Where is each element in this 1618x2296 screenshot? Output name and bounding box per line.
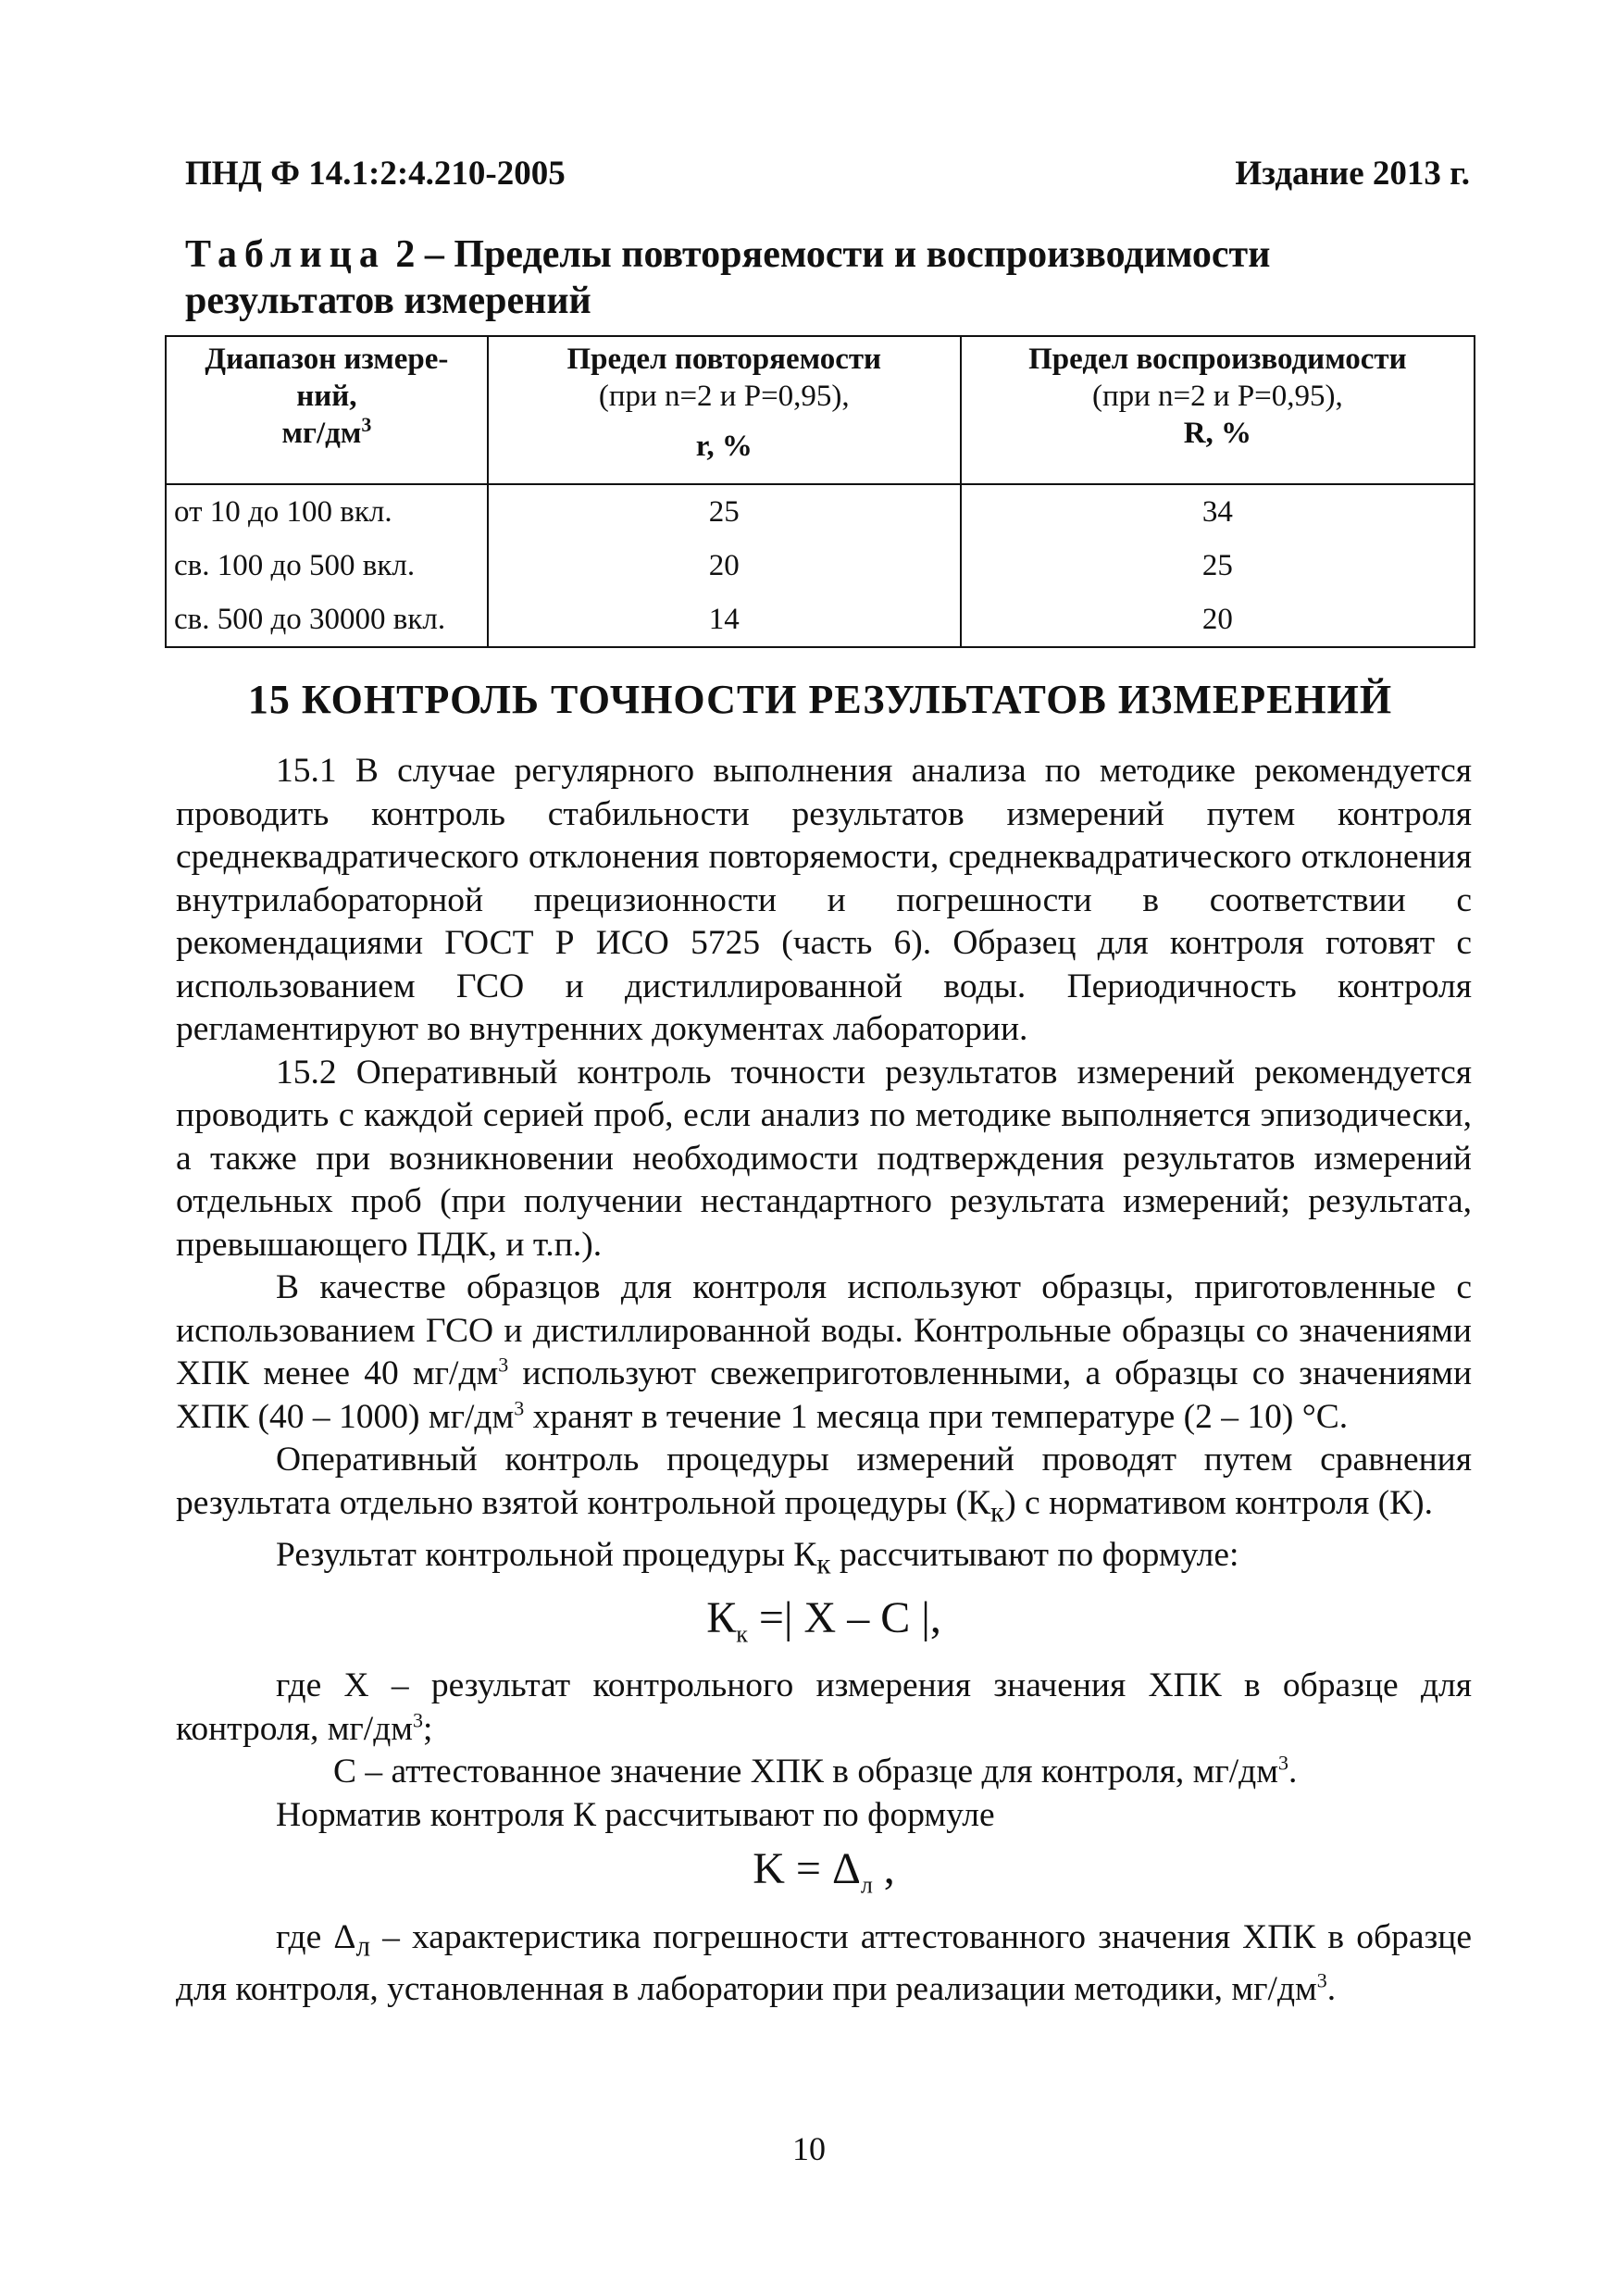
repeatability-cell: 25	[488, 484, 961, 539]
range-cell: от 10 до 100 вкл.	[166, 484, 488, 539]
formula-kk: $К_к$ =| X – C |,	[706, 1592, 941, 1648]
column-header-repeatability: Предел повторяемости (при n=2 и P=0,95), r, %	[488, 336, 961, 484]
paragraph-15-1: 15.1 В случае регулярного выполнения анализа по методике рекомендуется проводить контроль стабильности результатов измерений путем контроля среднеквадратического отклонения повторяемости, среднеквадратического отклонения внутрилабораторной прецизионности и погрешности в соответствии с рекомендациями ГОСТ Р ИСО 5725 (часть 6). Образец для контроля готовят с использованием ГСО и дистиллированной воды. Периодичность контроля регламентируют во внутренних документах лаборатории.	[176, 752, 1472, 1048]
table-header-row	[166, 336, 1475, 484]
column-header-reproducibility: Предел воспроизводимости (при n=2 и P=0,95), R, %	[961, 336, 1475, 484]
where-delta: где $\Delta_л$ – характеристика погрешности аттестованного значения ХПК в образце для контроля, установленная в лаборатории при реализации методики, $мг/дм^3$.	[176, 1917, 1472, 2008]
paragraph-control-result: Результат контрольной процедуры $К_к$ рассчитывают по формуле:	[276, 1535, 1239, 1579]
table-caption-text: – Пределы повторяемости и воспроизводимости результатов измерений	[185, 233, 1271, 322]
paragraph-samples: В качестве образцов для контроля используют образцы, приготовленные с использованием ГСО и дистиллированной воды. Контрольные образцы со значениями ХПК менее 40 $мг/дм^3$ используют свежеприготовленными, а образцы со значениями ХПК (40 – 1000) $мг/дм^3$ хранят в течение 1 месяца при температуре (2 – 10) °С.	[176, 1268, 1473, 1436]
table-caption	[185, 231, 1481, 324]
reproducibility-cell: 34	[961, 484, 1475, 539]
repeatability-cell: 14	[488, 593, 961, 647]
repeatability-cell: 20	[488, 539, 961, 593]
page-header	[185, 154, 1470, 200]
edition-label: Издание 2013 г.	[1235, 155, 1470, 193]
where-c: С – аттестованное значение ХПК в образце для контроля, $мг/дм^3$.	[333, 1751, 1298, 1791]
paragraph-operative-control: Оперативный контроль процедуры измерений проводят путем сравнения результата отдельно взятой контрольной процедуры $(К_к)$ с нормативом контроля (К).	[176, 1441, 1472, 1528]
table-caption-number: 2	[395, 233, 416, 276]
reproducibility-cell: 25	[961, 539, 1475, 593]
section-heading: 15 КОНТРОЛЬ ТОЧНОСТИ РЕЗУЛЬТАТОВ ИЗМЕРЕНИЙ	[247, 677, 1393, 722]
where-x: где Х – результат контрольного измерения значения ХПК в образце для контроля, $мг/дм^3$;	[176, 1666, 1472, 1748]
reproducibility-cell: 20	[961, 593, 1475, 647]
range-cell: св. 500 до 30000 вкл.	[166, 593, 488, 647]
paragraph-norm: Норматив контроля К рассчитывают по формуле	[276, 1795, 995, 1834]
page-number: 10	[792, 2130, 826, 2167]
document-code: ПНД Ф 14.1:2:4.210-2005	[185, 155, 566, 193]
table-row	[166, 484, 1475, 539]
range-cell: св. 100 до 500 вкл.	[166, 539, 488, 593]
section-body	[176, 750, 1472, 2011]
limits-table	[165, 335, 1475, 648]
formula-k: $K = \Delta_л$ ,	[753, 1844, 895, 1899]
column-header-range: Диапазон измере- ний, $мг/дм^3$	[166, 336, 488, 484]
table-row	[166, 593, 1475, 647]
paragraph-15-2: 15.2 Оперативный контроль точности результатов измерений рекомендуется проводить с каждой серией проб, если анализ по методике выполняется эпизодически, а также при возникновении необходимости подтверждения результатов измерений отдельных проб (при получении нестандартного результата измерений; результата, превышающего ПДК, и т.п.).	[176, 1053, 1472, 1264]
table-row	[166, 539, 1475, 593]
table-caption-word: Таблица	[185, 233, 386, 276]
